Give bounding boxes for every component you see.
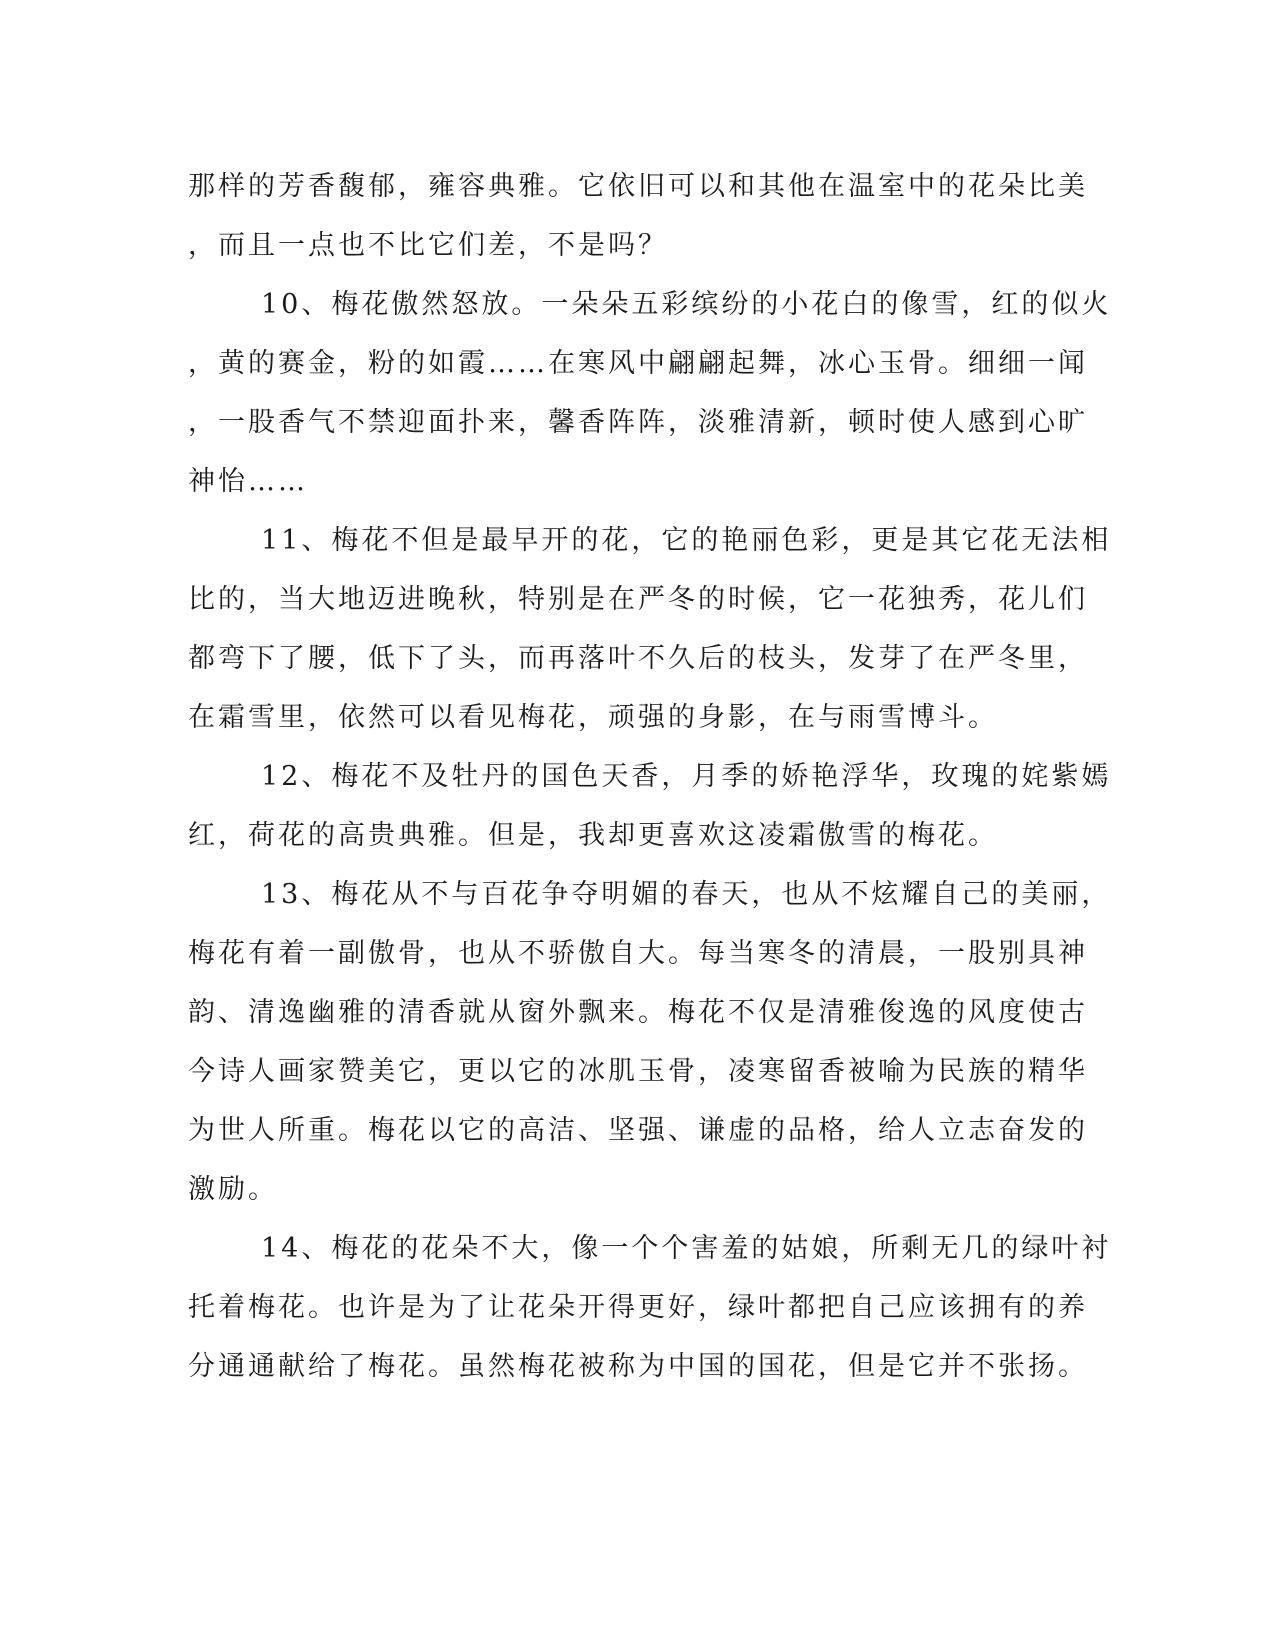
- text-line: 今诗人画家赞美它，更以它的冰肌玉骨，凌寒留香被喻为民族的精华: [188, 1056, 1088, 1087]
- text-line: ，而且一点也不比它们差，不是吗？: [188, 230, 668, 261]
- text-line: ，黄的赛金，粉的如霞……在寒风中翩翩起舞，冰心玉骨。细细一闻: [188, 348, 1088, 379]
- paragraph-start-13: 13、梅花从不与百花争夺明媚的春天，也从不炫耀自己的美丽，: [261, 879, 1112, 910]
- text-line: 神怡……: [188, 466, 308, 497]
- paragraph-start-11: 11、梅花不但是最早开的花，它的艳丽色彩，更是其它花无法相: [261, 525, 1112, 556]
- body-text: [188, 157, 1112, 1396]
- text-line: 梅花有着一副傲骨，也从不骄傲自大。每当寒冬的清晨，一股别具神: [188, 938, 1088, 969]
- paragraph-start-14: 14、梅花的花朵不大，像一个个害羞的姑娘，所剩无几的绿叶衬: [261, 1233, 1112, 1264]
- text-line: 那样的芳香馥郁，雍容典雅。它依旧可以和其他在温室中的花朵比美: [188, 171, 1088, 202]
- text-line: 比的，当大地迈进晚秋，特别是在严冬的时候，它一花独秀，花儿们: [188, 584, 1088, 615]
- text-line: 红，荷花的高贵典雅。但是，我却更喜欢这凌霜傲雪的梅花。: [188, 820, 998, 851]
- paragraph-start-12: 12、梅花不及牡丹的国色天香，月季的娇艳浮华，玫瑰的姹紫嫣: [261, 761, 1112, 792]
- paragraph-start-10: 10、梅花傲然怒放。一朵朵五彩缤纷的小花白的像雪，红的似火: [261, 289, 1112, 320]
- text-line: 韵、清逸幽雅的清香就从窗外飘来。梅花不仅是清雅俊逸的风度使古: [188, 997, 1088, 1028]
- text-line: ，一股香气不禁迎面扑来，馨香阵阵，淡雅清新，顿时使人感到心旷: [188, 407, 1088, 438]
- text-line: 托着梅花。也许是为了让花朵开得更好，绿叶都把自己应该拥有的养: [188, 1292, 1088, 1323]
- text-line: 在霜雪里，依然可以看见梅花，顽强的身影，在与雨雪博斗。: [188, 702, 998, 733]
- text-line: 分通通献给了梅花。虽然梅花被称为中国的国花，但是它并不张扬。: [188, 1351, 1088, 1382]
- text-line: 为世人所重。梅花以它的高洁、坚强、谦虚的品格，给人立志奋发的: [188, 1115, 1088, 1146]
- text-line: 激励。: [188, 1174, 278, 1205]
- text-line: 都弯下了腰，低下了头，而再落叶不久后的枝头，发芽了在严冬里，: [188, 643, 1088, 674]
